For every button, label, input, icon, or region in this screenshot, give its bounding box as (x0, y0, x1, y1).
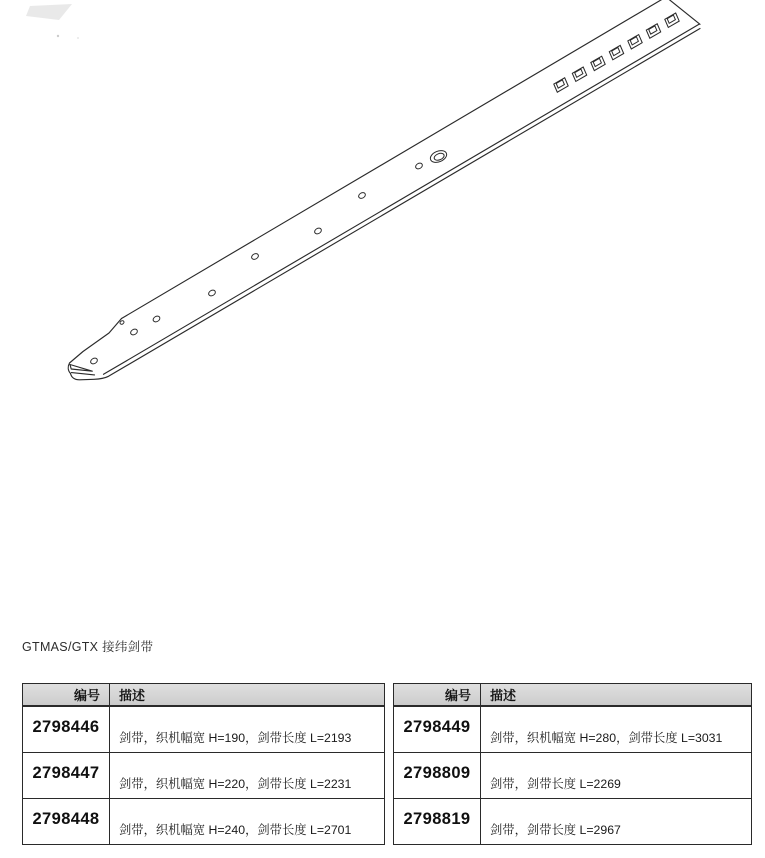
tape-bottom-edge (71, 29, 701, 380)
table-row (23, 753, 384, 799)
table-row (23, 799, 384, 844)
part-number: 2798809 (394, 753, 481, 798)
tape-tip-profile (68, 319, 121, 374)
guide-hole (415, 162, 424, 170)
table-row (23, 707, 384, 753)
scan-speck (57, 35, 59, 37)
scan-smudge (26, 4, 72, 20)
part-number: 2798446 (23, 707, 110, 752)
scan-artifacts (26, 4, 79, 39)
tape-upper-edge (122, 0, 667, 319)
part-description: 剑带，织机幅宽 H=190，剑带长度 L=2193 (119, 730, 352, 745)
tape-tip-fork-slot (72, 373, 95, 375)
header-number: 编号 (394, 684, 481, 705)
tape-holes-layer (90, 13, 680, 365)
parts-table-left (22, 683, 385, 845)
part-description: 剑带，织机幅宽 H=280，剑带长度 L=3031 (490, 730, 723, 745)
guide-hole (130, 328, 139, 336)
table-header-row (394, 684, 751, 707)
part-description: 剑带，剑带长度 L=2269 (490, 776, 621, 791)
part-description: 剑带，织机幅宽 H=220，剑带长度 L=2231 (119, 776, 352, 791)
table-row (394, 799, 751, 844)
part-description: 剑带，织机幅宽 H=240，剑带长度 L=2701 (119, 822, 352, 837)
part-description: 剑带，剑带长度 L=2967 (490, 822, 621, 837)
guide-hole (90, 357, 99, 365)
part-number: 2798819 (394, 799, 481, 844)
part-number: 2798449 (394, 707, 481, 752)
parts-table-right (393, 683, 752, 845)
guide-hole (152, 315, 161, 323)
guide-hole (208, 289, 217, 297)
table-row (394, 753, 751, 799)
tape-front-top-edge (104, 24, 700, 374)
guide-hole (251, 252, 260, 260)
scan-speck (77, 37, 79, 39)
guide-hole (358, 191, 367, 199)
tape-tip-fork-upper-prong (70, 365, 92, 372)
part-number: 2798448 (23, 799, 110, 844)
table-header-row (23, 684, 384, 707)
tape-outline (68, 0, 700, 380)
table-row (394, 707, 751, 753)
header-number: 编号 (23, 684, 110, 705)
header-description: 描述 (490, 688, 517, 703)
header-description: 描述 (119, 688, 146, 703)
guide-hole (314, 227, 323, 235)
part-number: 2798447 (23, 753, 110, 798)
section-title: GTMAS/GTX 接纬剑带 (22, 640, 154, 654)
